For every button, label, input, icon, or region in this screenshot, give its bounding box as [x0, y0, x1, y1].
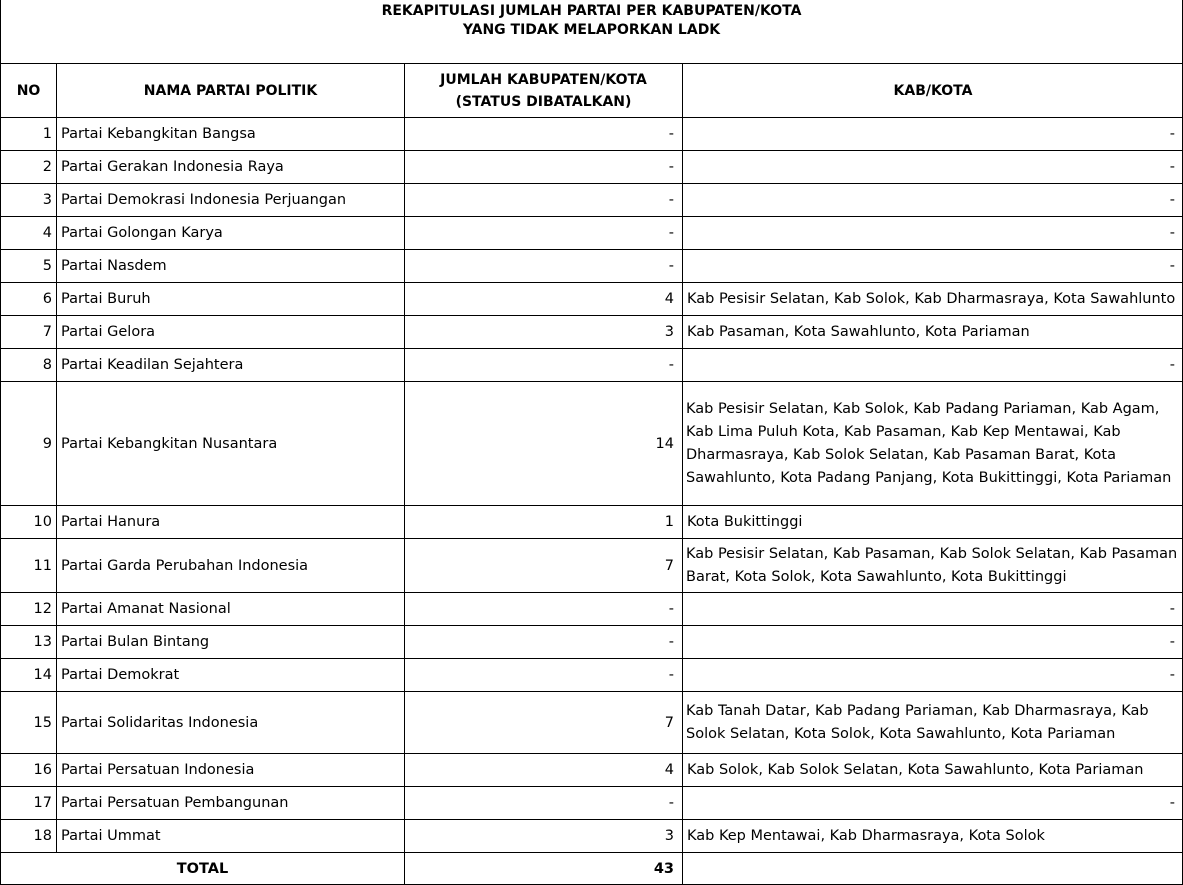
row-kab-kota: Kota Bukittinggi [683, 506, 1183, 539]
row-count: - [405, 217, 683, 250]
row-no: 3 [1, 184, 57, 217]
total-value: 43 [405, 853, 683, 885]
table-row [1, 349, 1183, 382]
table-row [1, 118, 1183, 151]
row-party-name: Partai Persatuan Pembangunan [57, 787, 405, 820]
row-party-name: Partai Gelora [57, 316, 405, 349]
row-count: 14 [405, 382, 683, 506]
row-kab-kota: Kab Kep Mentawai, Kab Dharmasraya, Kota Solok [683, 820, 1183, 853]
row-kab-kota: - [683, 787, 1183, 820]
header-no: NO [1, 64, 57, 118]
row-party-name: Partai Kebangkitan Bangsa [57, 118, 405, 151]
row-count: - [405, 118, 683, 151]
header-kab: KAB/KOTA [683, 64, 1183, 118]
row-party-name: Partai Keadilan Sejahtera [57, 349, 405, 382]
row-no: 14 [1, 659, 57, 692]
title-line-1: REKAPITULASI JUMLAH PARTAI PER KABUPATEN/KOTA [0, 2, 1183, 21]
row-party-name: Partai Kebangkitan Nusantara [57, 382, 405, 506]
row-kab-kota: - [683, 626, 1183, 659]
row-no: 1 [1, 118, 57, 151]
row-kab-kota: Kab Solok, Kab Solok Selatan, Kota Sawahlunto, Kota Pariaman [683, 754, 1183, 787]
table-row [1, 754, 1183, 787]
row-no: 10 [1, 506, 57, 539]
header-row [1, 64, 1183, 118]
title-line-2: YANG TIDAK MELAPORKAN LADK [0, 21, 1183, 40]
table-row [1, 151, 1183, 184]
table-row [1, 787, 1183, 820]
row-no: 6 [1, 283, 57, 316]
row-no: 16 [1, 754, 57, 787]
recap-table [0, 63, 1183, 885]
table-row [1, 539, 1183, 593]
row-party-name: Partai Hanura [57, 506, 405, 539]
row-kab-kota: - [683, 118, 1183, 151]
row-no: 15 [1, 692, 57, 754]
row-party-name: Partai Gerakan Indonesia Raya [57, 151, 405, 184]
row-kab-kota: - [683, 349, 1183, 382]
header-party: NAMA PARTAI POLITIK [57, 64, 405, 118]
table-body [1, 118, 1183, 853]
header-count [405, 64, 683, 118]
table-row [1, 506, 1183, 539]
table-row [1, 283, 1183, 316]
row-count: - [405, 787, 683, 820]
row-kab-kota: Kab Pesisir Selatan, Kab Solok, Kab Dharmasraya, Kota Sawahlunto [683, 283, 1183, 316]
row-count: 4 [405, 283, 683, 316]
row-kab-kota: - [683, 593, 1183, 626]
table-row [1, 382, 1183, 506]
row-kab-kota: - [683, 217, 1183, 250]
row-count: 7 [405, 539, 683, 593]
row-no: 5 [1, 250, 57, 283]
table-row [1, 659, 1183, 692]
row-count: - [405, 151, 683, 184]
row-kab-kota: - [683, 151, 1183, 184]
total-kab-empty [683, 853, 1183, 885]
row-party-name: Partai Demokrasi Indonesia Perjuangan [57, 184, 405, 217]
row-party-name: Partai Ummat [57, 820, 405, 853]
report-title [0, 2, 1183, 40]
table-row [1, 217, 1183, 250]
header-count-line-1: JUMLAH KABUPATEN/KOTA [405, 69, 682, 91]
row-party-name: Partai Demokrat [57, 659, 405, 692]
row-kab-kota: - [683, 184, 1183, 217]
row-kab-kota: Kab Pesisir Selatan, Kab Solok, Kab Padang Pariaman, Kab Agam, Kab Lima Puluh Kota, Kab Pasaman, Kab Kep Mentawai, Kab Dharmasraya, Kab Solok Selatan, Kab Pasaman Barat, Kota Sawahlunto, Kota Padang Panjang, Kota Bukittinggi, Kota Pariaman [683, 382, 1183, 506]
row-party-name: Partai Nasdem [57, 250, 405, 283]
row-count: 1 [405, 506, 683, 539]
row-no: 11 [1, 539, 57, 593]
table-row [1, 316, 1183, 349]
row-party-name: Partai Garda Perubahan Indonesia [57, 539, 405, 593]
row-kab-kota: - [683, 250, 1183, 283]
row-count: 4 [405, 754, 683, 787]
row-count: 3 [405, 316, 683, 349]
total-label: TOTAL [1, 853, 405, 885]
row-party-name: Partai Bulan Bintang [57, 626, 405, 659]
row-kab-kota: Kab Pesisir Selatan, Kab Pasaman, Kab Solok Selatan, Kab Pasaman Barat, Kota Solok, Kota Sawahlunto, Kota Bukittinggi [683, 539, 1183, 593]
table-row [1, 593, 1183, 626]
table-row [1, 250, 1183, 283]
row-no: 17 [1, 787, 57, 820]
row-party-name: Partai Solidaritas Indonesia [57, 692, 405, 754]
table-row [1, 692, 1183, 754]
row-no: 18 [1, 820, 57, 853]
table-row [1, 820, 1183, 853]
row-count: 3 [405, 820, 683, 853]
header-count-line-2: (STATUS DIBATALKAN) [405, 91, 682, 113]
row-no: 9 [1, 382, 57, 506]
row-kab-kota: Kab Pasaman, Kota Sawahlunto, Kota Pariaman [683, 316, 1183, 349]
row-count: - [405, 593, 683, 626]
row-party-name: Partai Amanat Nasional [57, 593, 405, 626]
row-count: - [405, 626, 683, 659]
row-count: - [405, 250, 683, 283]
row-party-name: Partai Persatuan Indonesia [57, 754, 405, 787]
row-count: 7 [405, 692, 683, 754]
row-no: 13 [1, 626, 57, 659]
row-count: - [405, 184, 683, 217]
row-count: - [405, 349, 683, 382]
row-no: 12 [1, 593, 57, 626]
row-kab-kota: - [683, 659, 1183, 692]
table-row [1, 184, 1183, 217]
row-no: 2 [1, 151, 57, 184]
row-count: - [405, 659, 683, 692]
row-party-name: Partai Golongan Karya [57, 217, 405, 250]
row-kab-kota: Kab Tanah Datar, Kab Padang Pariaman, Kab Dharmasraya, Kab Solok Selatan, Kota Solok, Kota Sawahlunto, Kota Pariaman [683, 692, 1183, 754]
total-row [1, 853, 1183, 885]
row-party-name: Partai Buruh [57, 283, 405, 316]
row-no: 7 [1, 316, 57, 349]
row-no: 8 [1, 349, 57, 382]
row-no: 4 [1, 217, 57, 250]
table-row [1, 626, 1183, 659]
